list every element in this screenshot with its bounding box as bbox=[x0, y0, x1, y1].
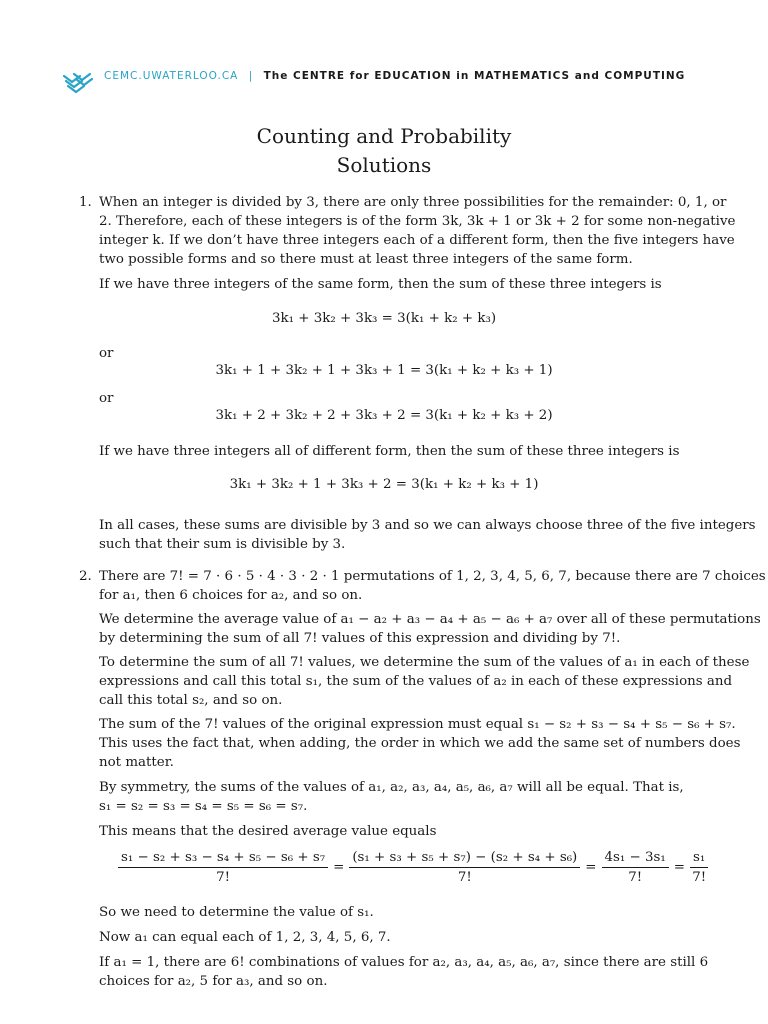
fraction-3 bbox=[602, 850, 669, 885]
problem-2-p8: Now a₁ can equal each of 1, 2, 3, 4, 5, 6, 7. bbox=[99, 930, 391, 945]
problem-2-p2-line1: We determine the average value of a₁ − a₂ + a₃ − a₄ + a₅ − a₆ + a₇ over all of these permutations bbox=[99, 612, 761, 627]
problem-1-para1-line4: two possible forms and so there must at least three integers of the same form. bbox=[99, 252, 633, 267]
fraction-4-denominator: 7! bbox=[692, 870, 707, 885]
page-title: Counting and Probability bbox=[256, 124, 512, 148]
or-text-1: or bbox=[99, 346, 114, 361]
problem-1-para2: If we have three integers of the same form, then the sum of these three integers is bbox=[99, 277, 662, 292]
problem-2-p6: This means that the desired average value equals bbox=[99, 824, 437, 839]
or-text-2: or bbox=[99, 391, 114, 406]
page-header bbox=[62, 62, 722, 94]
problem-2-p2-line2: by determining the sum of all 7! values of this expression and dividing by 7!. bbox=[99, 631, 621, 646]
equals-sign: = bbox=[673, 860, 686, 875]
average-equation bbox=[118, 850, 708, 885]
problem-1-para1-line3: integer k. If we don’t have three integers each of a different form, then the five integers have bbox=[99, 233, 735, 248]
problem-2-p4-line3: not matter. bbox=[99, 755, 174, 770]
problem-2-p1-line2: for a₁, then 6 choices for a₂, and so on. bbox=[99, 588, 363, 603]
problem-2-p3-line1: To determine the sum of all 7! values, we determine the sum of the values of a₁ in each of these bbox=[99, 655, 750, 670]
equation-3: 3k₁ + 2 + 3k₂ + 2 + 3k₃ + 2 = 3(k₁ + k₂ + k₃ + 2) bbox=[215, 408, 553, 423]
problem-1-number: 1. bbox=[79, 195, 92, 210]
fraction-1 bbox=[118, 850, 328, 885]
equals-sign: = bbox=[333, 860, 345, 875]
cemc-logo-icon bbox=[62, 68, 94, 94]
fraction-4 bbox=[690, 850, 708, 885]
problem-1-para4-line2: such that their sum is divisible by 3. bbox=[99, 537, 346, 552]
problem-2-p3-line3: call this total s₂, and so on. bbox=[99, 693, 283, 708]
site-link[interactable]: CEMC.UWATERLOO.CA bbox=[104, 70, 239, 82]
problem-2-p9-line1: If a₁ = 1, there are 6! combinations of values for a₂, a₃, a₄, a₅, a₆, a₇, since there are still 6 bbox=[99, 955, 709, 970]
fraction-4-numerator: s₁ bbox=[690, 850, 708, 868]
page-subtitle: Solutions bbox=[336, 153, 432, 177]
problem-2-p7: So we need to determine the value of s₁. bbox=[99, 905, 374, 920]
problem-1-para3: If we have three integers all of different form, then the sum of these three integers is bbox=[99, 444, 680, 459]
fraction-2-numerator: (s₁ + s₃ + s₅ + s₇) − (s₂ + s₄ + s₆) bbox=[349, 850, 580, 868]
fraction-1-denominator: 7! bbox=[216, 870, 230, 885]
problem-2-p1-line1: There are 7! = 7 · 6 · 5 · 4 · 3 · 2 · 1 permutations of 1, 2, 3, 4, 5, 6, 7, because there are 7 choices bbox=[99, 569, 766, 584]
equals-sign: = bbox=[585, 860, 597, 875]
fraction-3-numerator: 4s₁ − 3s₁ bbox=[602, 850, 669, 868]
header-separator: | bbox=[248, 70, 254, 82]
header-text bbox=[104, 70, 685, 82]
problem-2-p5-line1: By symmetry, the sums of the values of a₁, a₂, a₃, a₄, a₅, a₆, a₇ will all be equal. That is, bbox=[99, 780, 684, 795]
problem-1-para1-line2: 2. Therefore, each of these integers is of the form 3k, 3k + 1 or 3k + 2 for some non-negative bbox=[99, 214, 736, 229]
problem-2-p4-line1: The sum of the 7! values of the original expression must equal s₁ − s₂ + s₃ − s₄ + s₅ − s₆ + s₇. bbox=[99, 717, 736, 732]
fraction-2 bbox=[349, 850, 580, 885]
equation-4: 3k₁ + 3k₂ + 1 + 3k₃ + 2 = 3(k₁ + k₂ + k₃ + 1) bbox=[229, 477, 539, 492]
fraction-1-numerator: s₁ − s₂ + s₃ − s₄ + s₅ − s₆ + s₇ bbox=[118, 850, 328, 868]
problem-2-p9-line2: choices for a₂, 5 for a₃, and so on. bbox=[99, 974, 328, 989]
problem-2-p3-line2: expressions and call this total s₁, the sum of the values of a₂ in each of these expressions and bbox=[99, 674, 733, 689]
fraction-2-denominator: 7! bbox=[457, 870, 472, 885]
equation-1: 3k₁ + 3k₂ + 3k₃ = 3(k₁ + k₂ + k₃) bbox=[271, 311, 497, 326]
problem-2-number: 2. bbox=[79, 569, 92, 584]
equation-2: 3k₁ + 1 + 3k₂ + 1 + 3k₃ + 1 = 3(k₁ + k₂ + k₃ + 1) bbox=[215, 363, 553, 378]
org-name: The CENTRE for EDUCATION in MATHEMATICS and COMPUTING bbox=[263, 70, 686, 82]
fraction-3-denominator: 7! bbox=[628, 870, 643, 885]
problem-1-para1-line1: When an integer is divided by 3, there are only three possibilities for the remainder: 0, 1, or bbox=[99, 195, 727, 210]
problem-1-para4-line1: In all cases, these sums are divisible by 3 and so we can always choose three of the five integers bbox=[99, 518, 756, 533]
problem-2-p4-line2: This uses the fact that, when adding, the order in which we add the same set of numbers does bbox=[99, 736, 741, 751]
problem-2-p5-line2: s₁ = s₂ = s₃ = s₄ = s₅ = s₆ = s₇. bbox=[99, 799, 308, 814]
